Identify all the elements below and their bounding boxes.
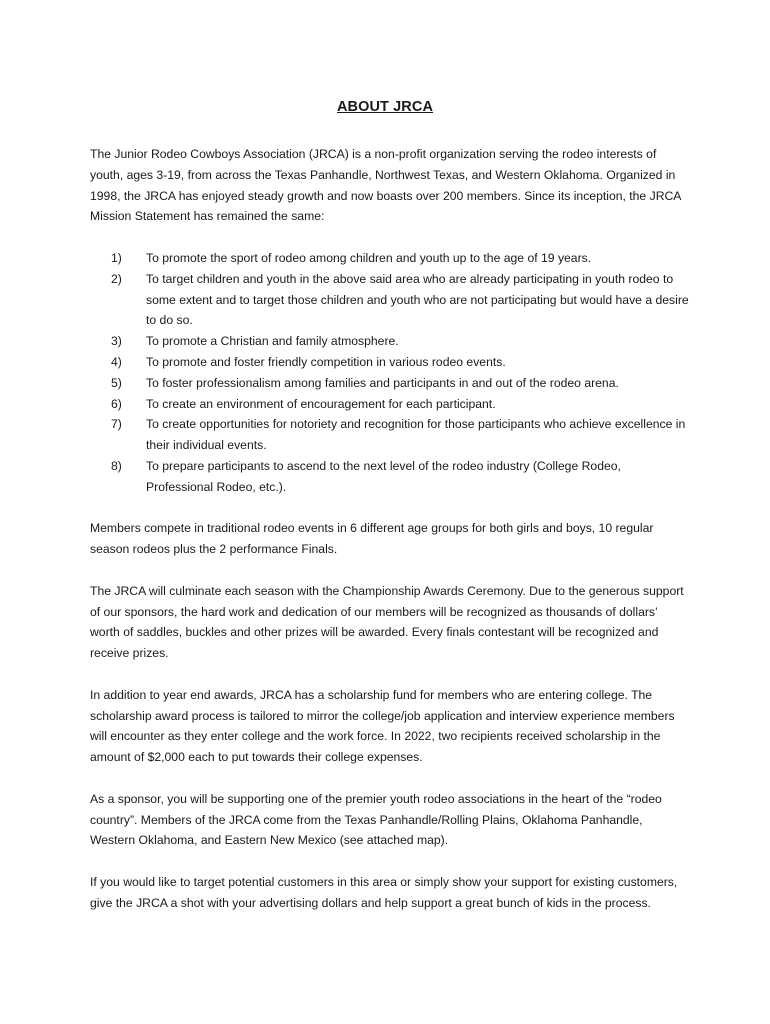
list-item-text: To create opportunities for notoriety and recognition for those participants who achieve excellence in their individual events. [146,417,686,453]
list-item-text: To promote the sport of rodeo among children and youth up to the age of 19 years. [146,250,592,265]
list-item [90,248,690,269]
competition-paragraph: Members compete in traditional rodeo events in 6 different age groups for both girls and boys, 10 regular season rodeos plus the 2 performance Finals. [90,521,654,557]
page-title: ABOUT JRCA [336,99,434,115]
spacer [90,227,690,248]
list-item [90,269,690,331]
list-item-number: 2) [111,271,122,286]
list-item-number: 5) [111,375,122,390]
list-item-text: To target children and youth in the above said area who are already participating in youth rodeo to some extent and to target those children and youth who are not participating but would have a desire to do so. [146,271,689,328]
list-item-number: 1) [111,250,122,265]
intro-paragraph: The Junior Rodeo Cowboys Association (JRCA) is a non-profit organization serving the rodeo interests of youth, ages 3-19, from across the Texas Panhandle, Northwest Texas, and Western Oklahoma. Organized in 1998, the JRCA has enjoyed steady growth and now boasts over 200 members. Since its inception, the JRCA Mission Statement has remained the same: [90,147,681,224]
list-item-number: 8) [111,458,122,473]
list-item-number: 6) [111,396,122,411]
list-item [90,414,690,456]
mission-statement-list [90,248,690,498]
list-item-number: 3) [111,334,122,349]
list-item-text: To prepare participants to ascend to the next level of the rodeo industry (College Rodeo, Professional Rodeo, etc.). [146,458,621,494]
list-item-text: To promote and foster friendly competition in various rodeo events. [146,354,506,369]
spacer [90,851,690,872]
list-item-number: 4) [111,354,122,369]
list-item-text: To foster professionalism among families and participants in and out of the rodeo arena. [146,375,619,390]
list-item [90,373,690,394]
list-item [90,394,690,415]
list-item [90,331,690,352]
spacer [90,664,690,685]
sponsor-paragraph: As a sponsor, you will be supporting one of the premier youth rodeo associations in the heart of the “rodeo country”. Members of the JRCA come from the Texas Panhandle/Rolling Plains, Oklahoma Panhandle, Western Oklahoma, and Eastern New Mexico (see attached map). [90,791,662,848]
spacer [90,768,690,789]
list-item-text: To create an environment of encouragement for each participant. [146,396,496,411]
spacer [90,560,690,581]
list-item-text: To promote a Christian and family atmosphere. [146,334,399,349]
spacer [90,498,690,519]
list-item-number: 7) [111,417,122,432]
closing-paragraph: If you would like to target potential customers in this area or simply show your support for existing customers, give the JRCA a shot with your advertising dollars and help support a great bunch of kids in the process. [90,874,678,910]
document-body [90,144,690,913]
scholarship-paragraph: In addition to year end awards, JRCA has a scholarship fund for members who are entering college. The scholarship award process is tailored to mirror the college/job application and interview experience members will encounter as they enter college and the work force. In 2022, two recipients received scholarship in the amount of $2,000 each to put towards their college expenses. [90,687,675,765]
list-item [90,352,690,373]
awards-paragraph: The JRCA will culminate each season with the Championship Awards Ceremony. Due to the generous support of our sponsors, the hard work and dedication of our members will be recognized as thousands of dollars’ worth of saddles, buckles and other prizes will be awarded. Every finals contestant will be recognized and receive prizes. [90,583,684,661]
list-item [90,456,690,498]
